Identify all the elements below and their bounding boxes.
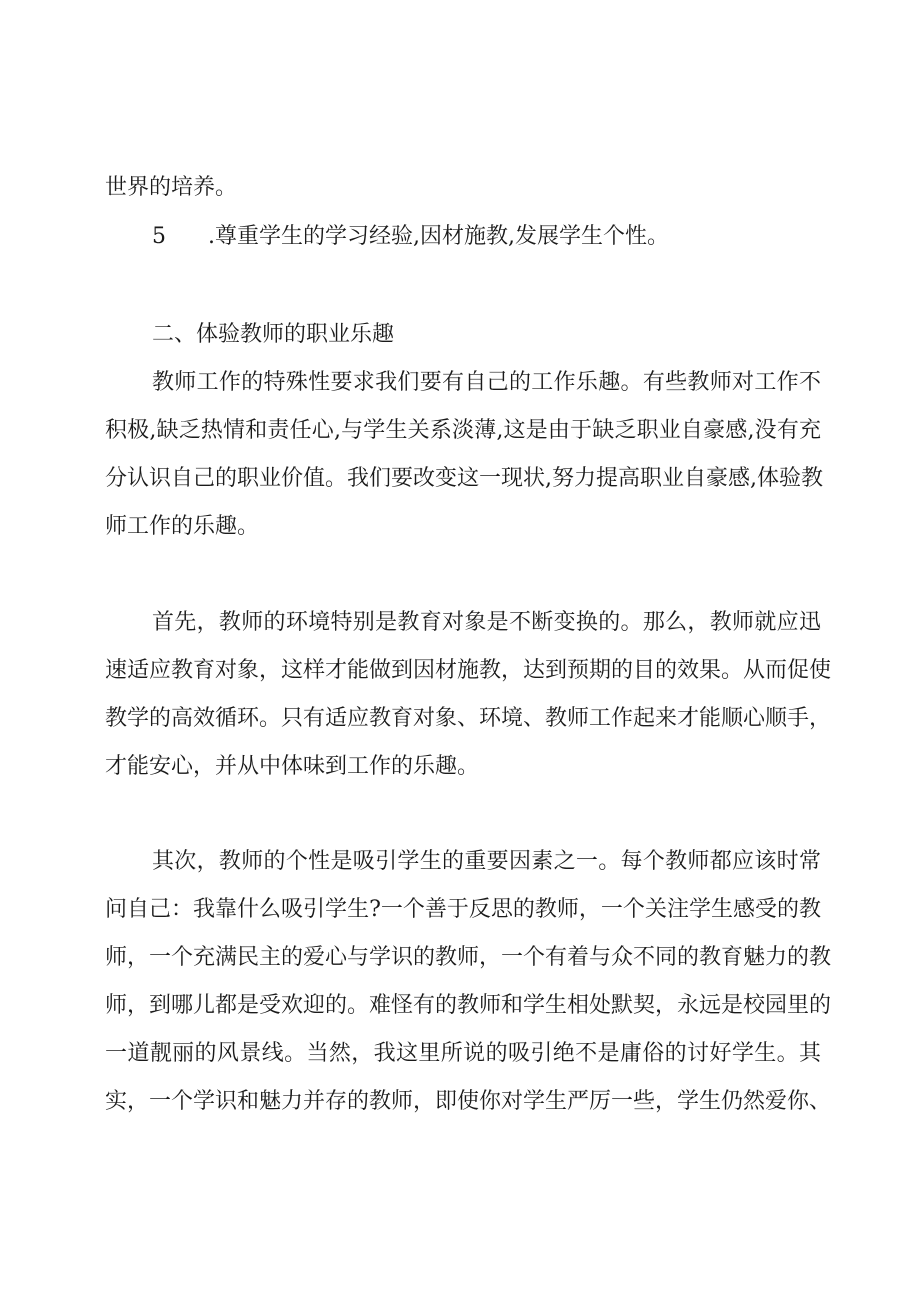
paragraph-3-line: 其次，教师的个性是吸引学生的重要因素之一。每个教师都应该时常 bbox=[152, 849, 821, 874]
paragraph-1-line: 分认识自己的职业价值。我们要改变这一现状,努力提高职业自豪感,体验教 bbox=[105, 466, 823, 491]
list-item-5 bbox=[152, 222, 821, 252]
fragment-line: 世界的培养。 bbox=[105, 175, 238, 200]
paragraph-2-line: 首先，教师的环境特别是教育对象是不断变换的。那么，教师就应迅 bbox=[152, 610, 821, 635]
paragraph-3-line: 师，一个充满民主的爱心与学识的教师，一个有着与众不同的教育魅力的教 bbox=[105, 945, 832, 970]
list-item-text: .尊重学生的学习经验,因材施教,发展学生个性。 bbox=[208, 224, 669, 249]
list-item-number: 5 bbox=[152, 224, 166, 249]
paragraph-2-line: 才能安心，并从中体味到工作的乐趣。 bbox=[105, 754, 480, 779]
paragraph-2-line: 教学的高效循环。只有适应教育对象、环境、教师工作起来才能顺心顺手， bbox=[105, 706, 832, 731]
paragraph-3-line: 师，到哪儿都是受欢迎的。难怪有的教师和学生相处默契，永远是校园里的 bbox=[105, 993, 832, 1018]
paragraph-3-line: 问自己：我靠什么吸引学生?一个善于反思的教师，一个关注学生感受的教 bbox=[105, 897, 821, 922]
paragraph-3-line: 实，一个学识和魅力并存的教师，即使你对学生严厉一些，学生仍然爱你、 bbox=[105, 1089, 832, 1114]
section-heading: 二、体验教师的职业乐趣 bbox=[152, 322, 395, 347]
paragraph-2-line: 速适应教育对象，这样才能做到因材施教，达到预期的目的效果。从而促使 bbox=[105, 658, 832, 683]
paragraph-3-line: 一道靓丽的风景线。当然，我这里所说的吸引绝不是庸俗的讨好学生。其 bbox=[105, 1041, 821, 1066]
paragraph-1-line: 积极,缺乏热情和责任心,与学生关系淡薄,这是由于缺乏职业自豪感,没有充 bbox=[105, 418, 821, 443]
paragraph-1-line: 师工作的乐趣。 bbox=[105, 514, 260, 539]
paragraph-1-line: 教师工作的特殊性要求我们要有自己的工作乐趣。有些教师对工作不 bbox=[152, 370, 821, 395]
